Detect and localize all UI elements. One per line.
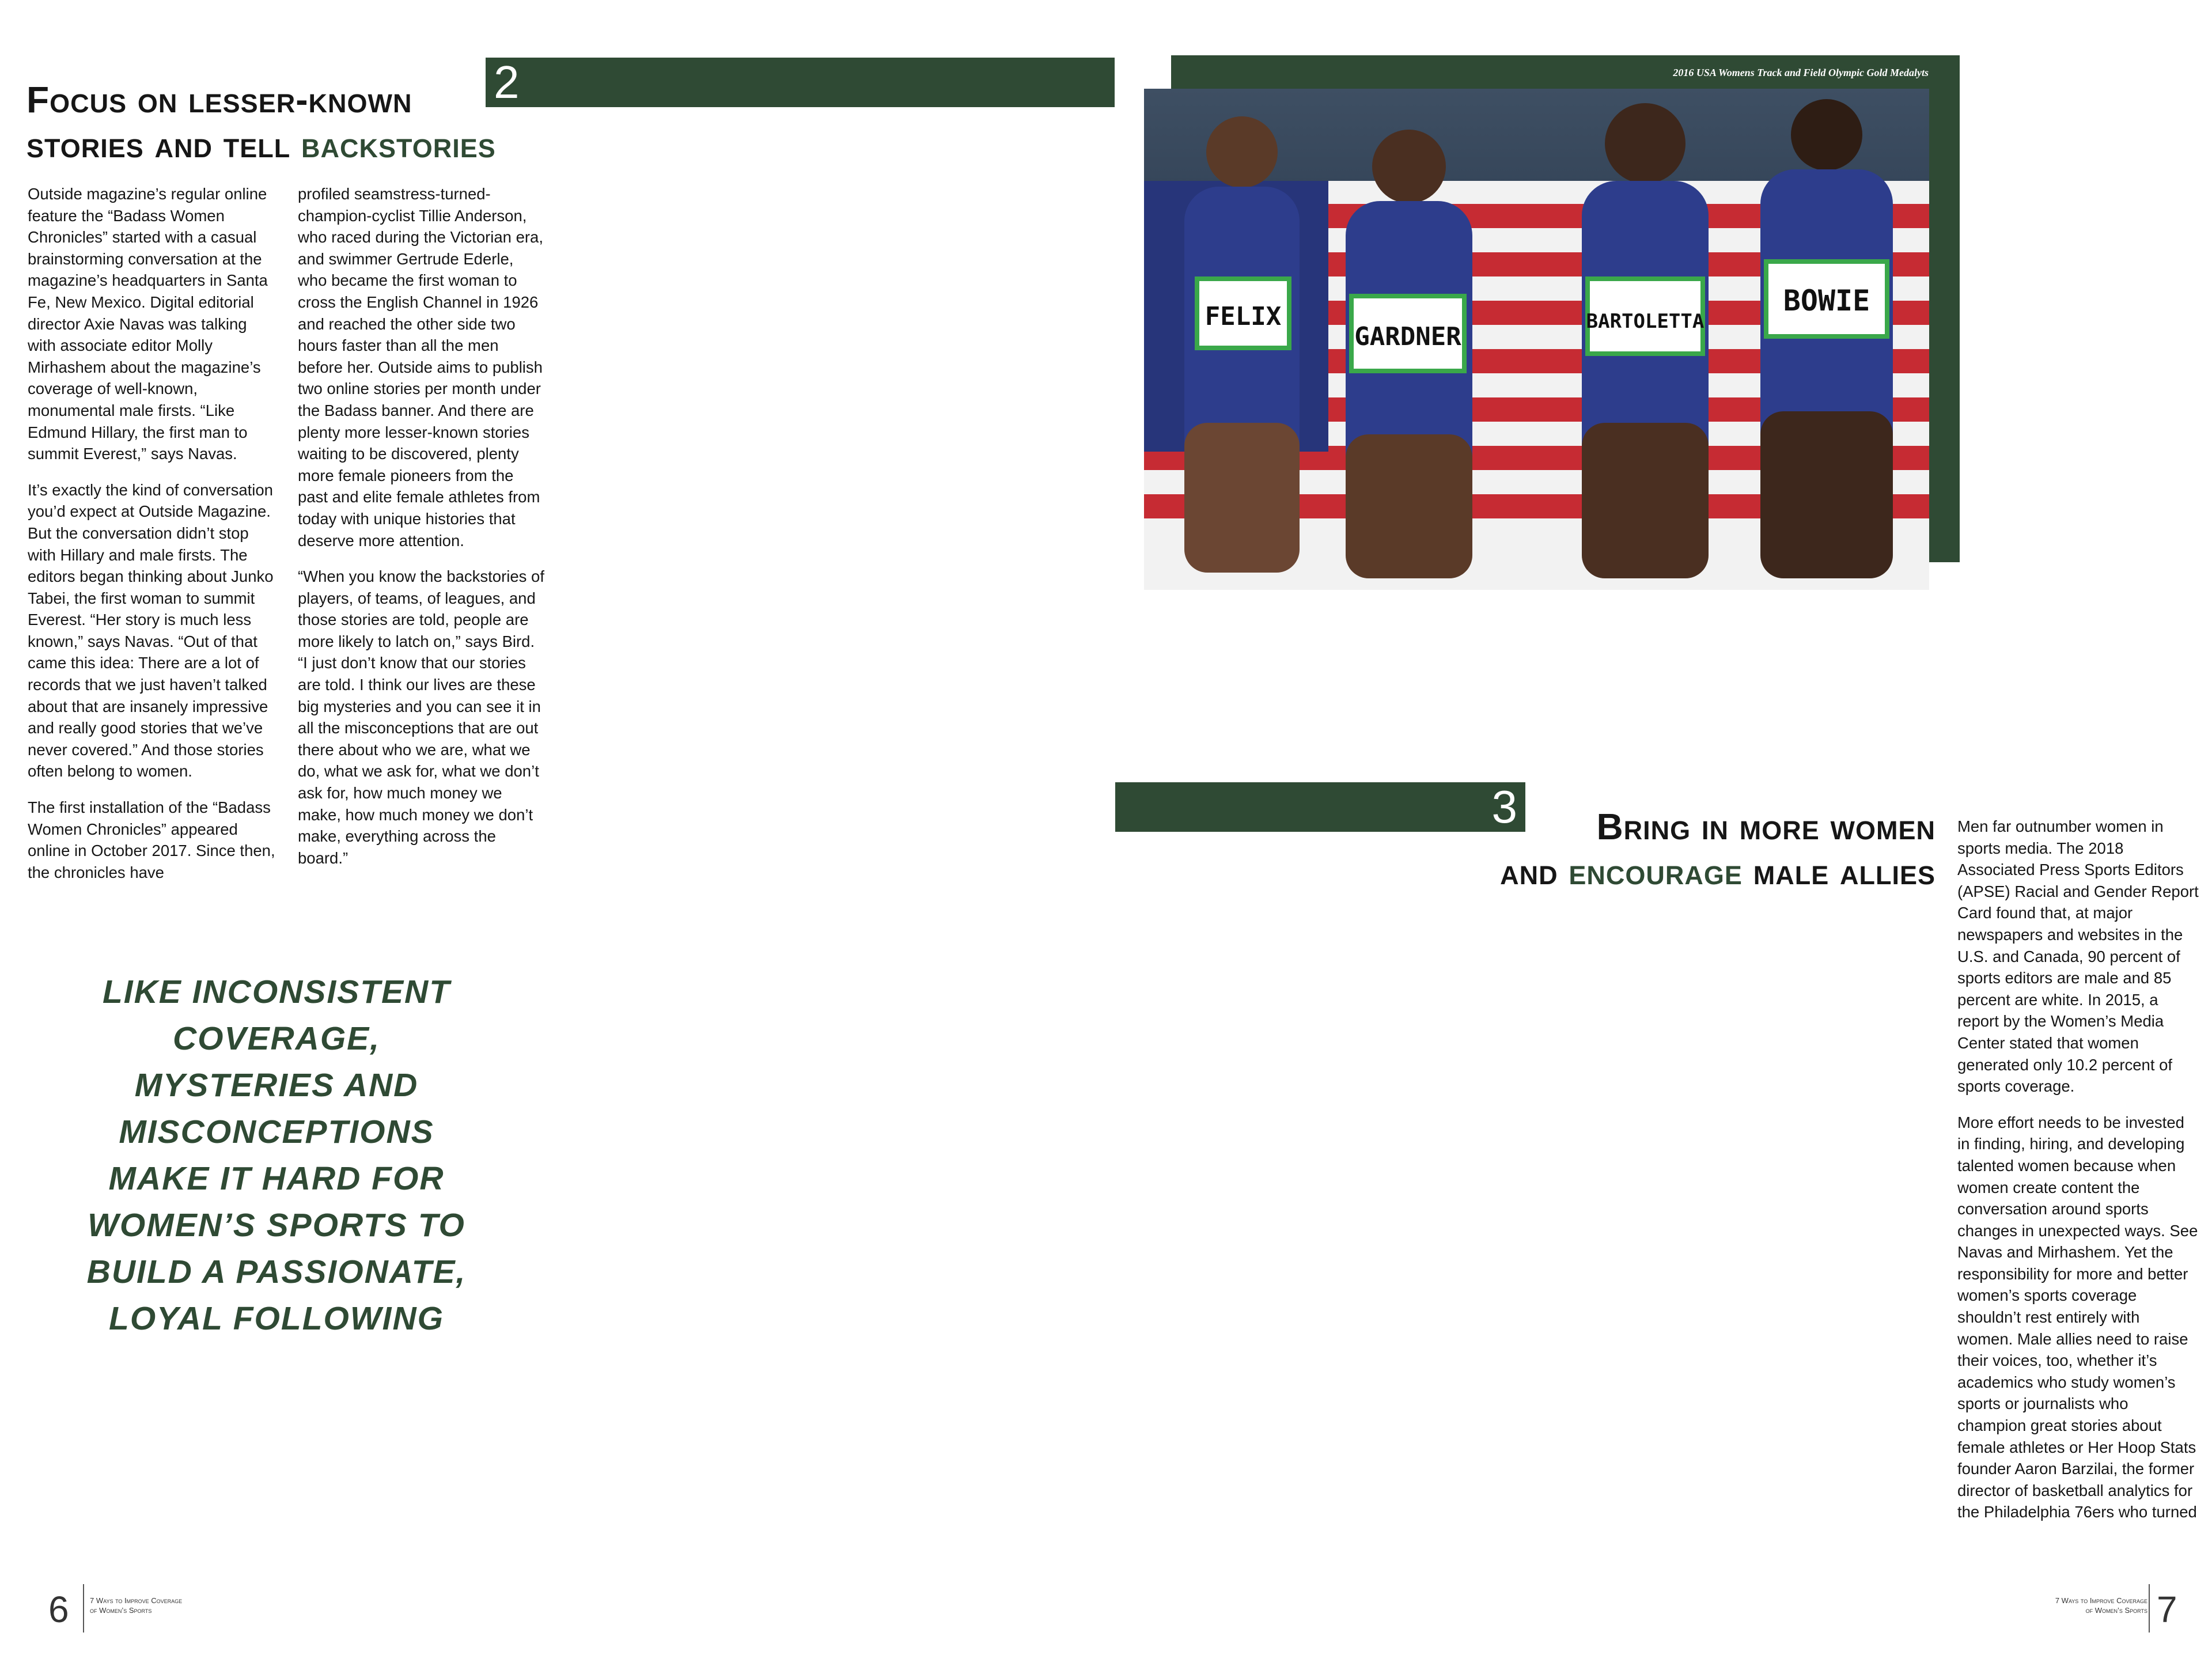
page-number-right: 7 [2157, 1589, 2177, 1630]
page-number-left: 6 [48, 1589, 69, 1630]
left-column-1 [28, 183, 279, 897]
bib-bowie: BOWIE [1783, 284, 1870, 317]
footer-line: 7 Ways to Improve Coverage [90, 1596, 183, 1605]
athlete-bartoletta [1582, 103, 1709, 578]
paragraph: Men far outnumber women in sports media. The 2018 Associated Press Sports Editors (APSE) Racial and Gender Report Card found that, at major newspapers and websites in the U.S. and Canada, 90 percent of sports editors are male and 85 percent are white. In 2015, a report by the Women’s Media Center stated that women generated only 10.2 percent of sports coverage. [1957, 817, 2199, 1096]
footer-line: 7 Ways to Improve Coverage [2055, 1596, 2147, 1605]
footer-title-left [90, 1596, 182, 1615]
footer-line: of Women’s Sports [90, 1606, 152, 1615]
footer-rule-left [83, 1584, 84, 1633]
paragraph: The first installation of the “Badass Women Chronicles” appeared online in October 2017. Since then, the chronicles have [28, 798, 275, 881]
bib-felix: FELIX [1205, 302, 1282, 331]
heading-line-2-highlight: backstories [301, 124, 496, 165]
section-2-bar [486, 58, 1115, 107]
pull-quote: LIKE INCONSISTENT COVERAGE, MYSTERIES AND MISCONCEPTIONS MAKE IT HARD FOR WOMEN’S SPORTS TO BUILD A PASSIONATE, LOYAL FOLLOWING [86, 974, 467, 1337]
section-2-number: 2 [494, 56, 520, 108]
section-2-heading [26, 77, 579, 167]
paragraph: profiled seamstress-turned-champion-cyclist Tillie Anderson, who raced during the Victorian era, and swimmer Gertrude Ederle, who became the first woman to cross the English Channel in 1926 and reached the other side two hours faster than all the men before her. Outside aims to publish two online stories per month under the Badass banner. And there are plenty more lesser-known stories waiting to be discovered, plenty more female pioneers from the past and elite female athletes from today with unique histories that deserve more attention. [298, 185, 543, 550]
paragraph: More effort needs to be invested in finding, hiring, and developing talented women because when women create content the conversation around sports changes in unexpected ways. See Navas and Mirhashem. Yet the responsibility for more and better women’s sports coverage shouldn’t rest entirely with women. Male allies need to raise their voices, too, whether it’s academics who study women’s sports or journalists who champion great stories about female athletes or Her Hoop Stats founder Aaron Barzilai, the former director of basketball analytics for the Philadelphia 76ers who turned [1957, 1113, 2198, 1521]
paragraph: It’s exactly the kind of conversation you’d expect at Outside Magazine. But the conversation didn’t stop with Hillary and male firsts. The editors began thinking about Junko Tabei, the first woman to summit Everest. “Her story is much less known,” says Navas. “Out of that came this idea: There are a lot of records that we just haven’t talked about that are insanely impressive and really good stories that we’ve never covered.” And those stories often belong to women. [28, 480, 274, 781]
paragraph: “When you know the backstories of players, of teams, of leagues, and those stories are told, people are more likely to latch on,” says Bird. “I just don’t know that our stories are told. I think our lives are these big mysteries and you can see it in all the misconceptions that are out there about who we are, what we do, what we ask for, what we don’t ask for, how much money we make, how much money we don’t make, everything across the board.” [298, 567, 544, 867]
heading-line-2-plain-b: male allies [1742, 851, 1936, 892]
athletes-photo-illustration [1144, 89, 1929, 590]
footer-title-right [2055, 1596, 2147, 1615]
left-column-2 [298, 183, 546, 883]
heading-line-2-plain: stories and tell [26, 124, 302, 165]
right-column [1957, 816, 2199, 1537]
athletes-photo [1144, 89, 1929, 590]
bib-gardner: GARDNER [1354, 322, 1461, 351]
heading-line-2-highlight: encourage [1569, 851, 1743, 892]
footer-line: of Women’s Sports [2085, 1606, 2147, 1615]
athlete-bowie [1760, 99, 1893, 578]
photo-caption: 2016 USA Womens Track and Field Olympic Gold Medalyts [1673, 67, 1929, 78]
section-3-number: 3 [1491, 781, 1517, 832]
heading-line-1: Bring in more women [1596, 806, 1936, 847]
heading-line-1: Focus on lesser-known [26, 79, 412, 120]
bib-bartoletta: BARTOLETTA [1586, 310, 1705, 333]
paragraph: Outside magazine’s regular online feature the “Badass Women Chronicles” started with a casual brainstorming conversation at the magazine’s headquarters in Santa Fe, New Mexico. Digital editorial director Axie Navas was talking with associate editor Molly Mirhashem about the magazine’s coverage of well-known, monumental male firsts. “Like Edmund Hillary, the first man to summit Everest,” says Navas. [28, 185, 268, 463]
heading-line-2 [26, 122, 579, 167]
section-3-heading [1354, 804, 1936, 894]
footer-rule-right [2149, 1584, 2150, 1633]
heading-line-2-plain-a: and [1500, 851, 1569, 892]
heading-line-2 [1354, 849, 1936, 894]
